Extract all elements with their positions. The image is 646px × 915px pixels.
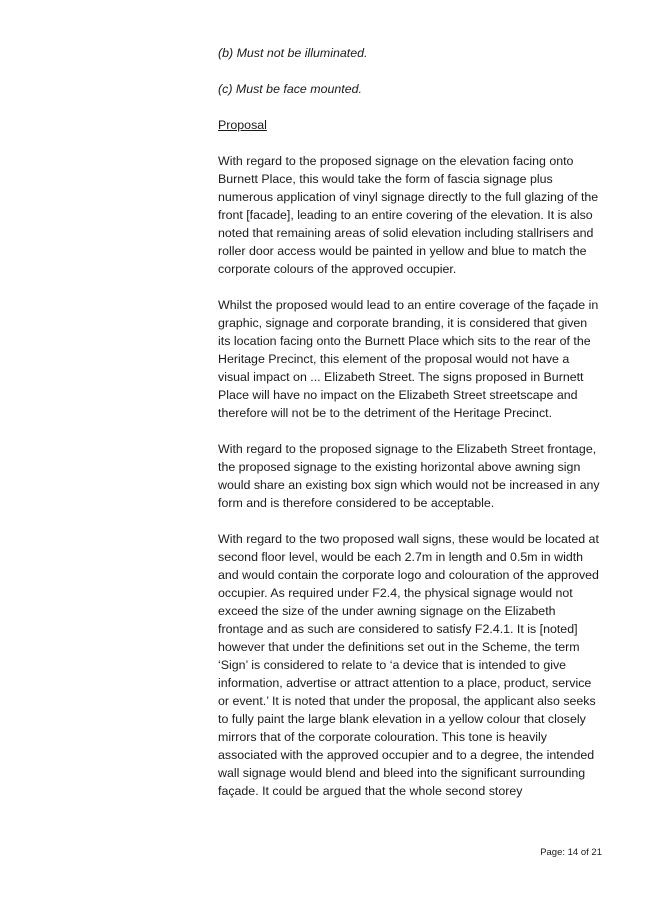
paragraph-burnett-place: With regard to the proposed signage on the elevation facing onto Burnett Place, this would take the form of fascia signage plus numerous application of vinyl signage directly to the full glazing of the front [facade], leading to an entire covering of the elevation. It is also noted that remaining areas of solid elevation including stallrisers and roller door access would be painted in yellow and blue to match the corporate colours of the approved occupier. xyxy=(218,154,599,276)
paragraph-facade-coverage: Whilst the proposed would lead to an entire coverage of the façade in graphic, signage and corporate branding, it is considered that given its location facing onto the Burnett Place which sits to the rear of the Heritage Precinct, this element of the proposal would not have a visual impact on ... Elizabeth Street. The signs proposed in Burnett Place will have no impact on the Elizabeth Street streetscape and therefore will not be to the detriment of the Heritage Precinct. xyxy=(218,298,599,420)
paragraph-elizabeth-street: With regard to the proposed signage to the Elizabeth Street frontage, the proposed signage to the existing horizontal above awning sign would share an existing box sign which would not be increased in any form and is therefore considered to be acceptable. xyxy=(218,442,600,510)
list-item-c: (c) Must be face mounted. xyxy=(218,82,362,96)
page-number: Page: 14 of 21 xyxy=(540,847,602,858)
list-item-b: (b) Must not be illuminated. xyxy=(218,46,368,60)
document-body xyxy=(218,44,600,818)
paragraph-wall-signs: With regard to the two proposed wall signs, these would be located at second floor level, would be each 2.7m in length and 0.5m in width and would contain the corporate logo and colouration of the approved occupier. As required under F2.4, the physical signage would not exceed the size of the under awning signage on the Elizabeth frontage and as such are considered to satisfy F2.4.1. It is [noted] however that under the definitions set out in the Scheme, the term ‘Sign’ is considered to relate to ‘a device that is intended to give information, advertise or attract attention to a place, product, service or event.’ It is noted that under the proposal, the applicant also seeks to fully paint the large blank elevation in a yellow colour that closely mirrors that of the corporate colouration. This tone is heavily associated with the approved occupier and to a degree, the intended wall signage would blend and bleed into the significant surrounding façade. It could be argued that the whole second storey xyxy=(218,532,599,798)
section-heading-proposal: Proposal xyxy=(218,118,267,132)
